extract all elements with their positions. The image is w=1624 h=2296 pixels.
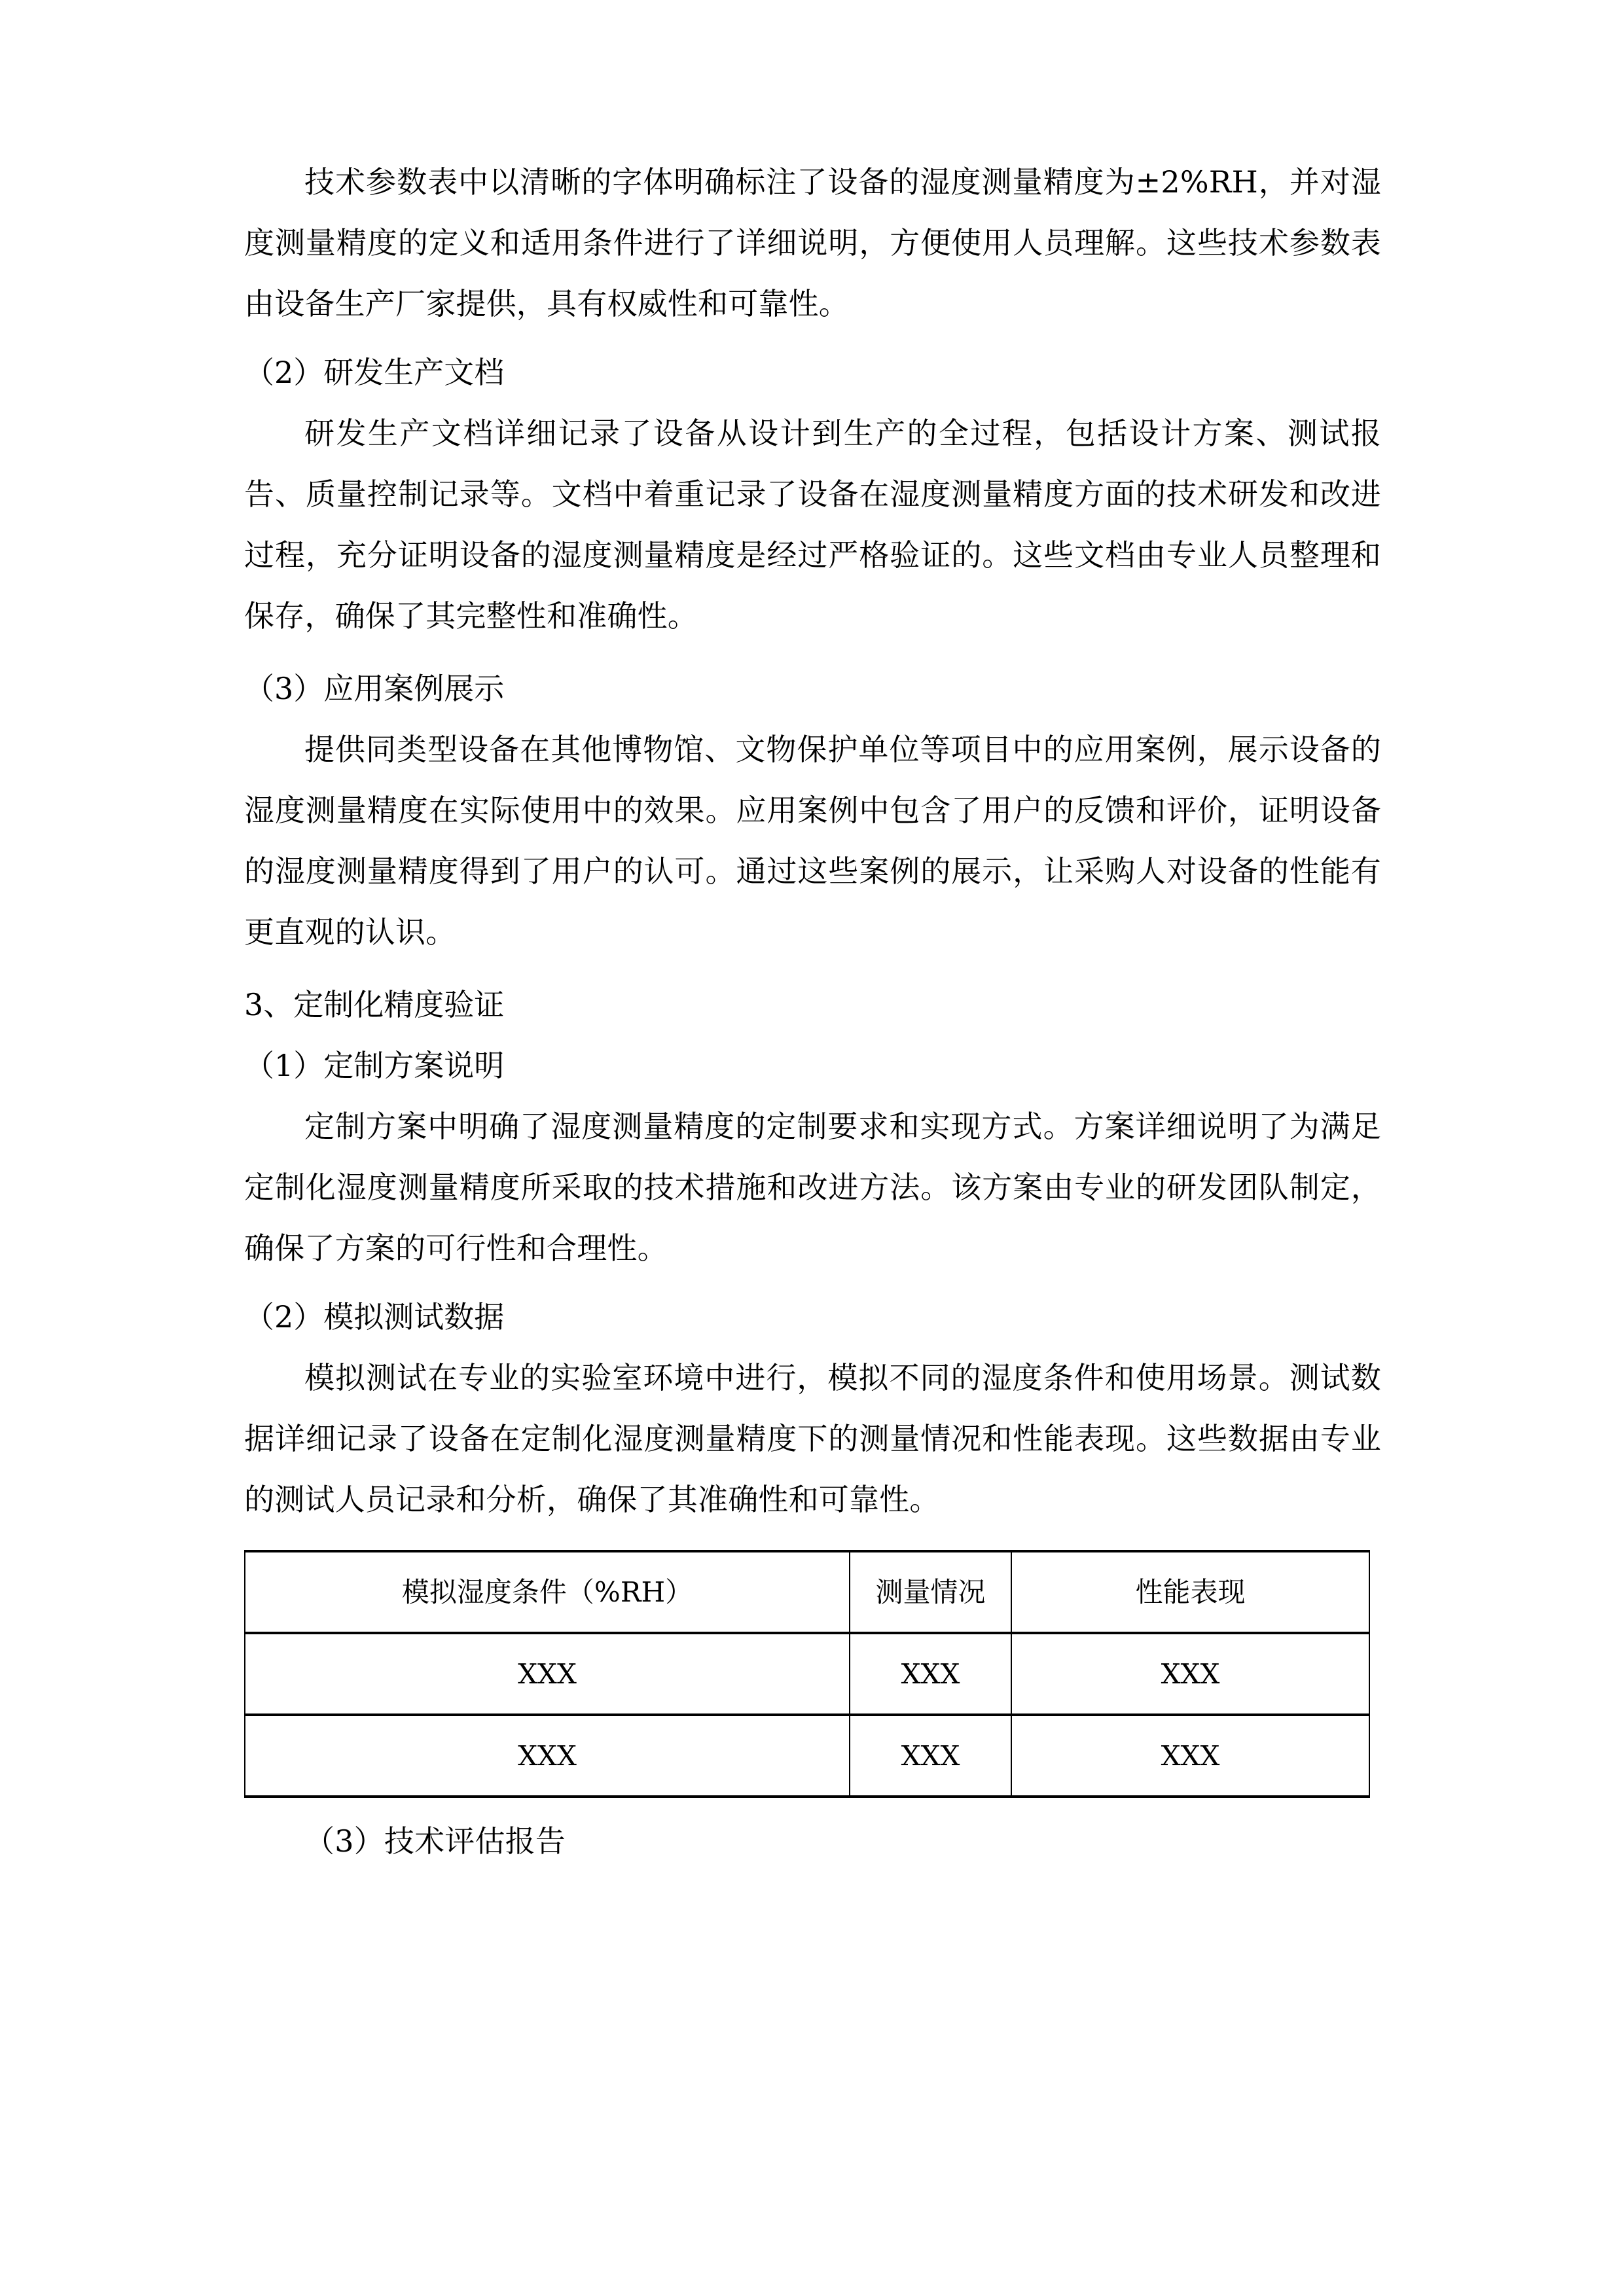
table-row [245, 1715, 1369, 1797]
table-header-performance: 性能表现 [1011, 1551, 1369, 1633]
table-cell-humidity-condition: XXX [245, 1633, 850, 1715]
spacer [244, 965, 1381, 975]
spacer [244, 1282, 1381, 1287]
table-cell-performance: XXX [1011, 1715, 1369, 1797]
table-cell-humidity-condition: XXX [245, 1715, 850, 1797]
heading-section-3-custom-accuracy-verification: 3、定制化精度验证 [244, 987, 505, 1022]
paragraph-custom-plan-description: 定制方案中明确了湿度测量精度的定制要求和实现方式。方案详细说明了为满足定制化湿度测量精度所采取的技术措施和改进方法。该方案由专业的研发团队制定，确保了方案的可行性和合理性。 [244, 1109, 1381, 1266]
table-cell-performance: XXX [1011, 1633, 1369, 1715]
table-header-measurement-status: 测量情况 [850, 1551, 1011, 1633]
spacer [244, 337, 1381, 342]
spacer [244, 649, 1381, 658]
table-cell-measurement-status: XXX [850, 1715, 1011, 1797]
table-row [245, 1633, 1369, 1715]
paragraph-tech-params: 技术参数表中以清晰的字体明确标注了设备的湿度测量精度为±2%RH，并对湿度测量精度的定义和适用条件进行了详细说明，方便使用人员理解。这些技术参数表由设备生产厂家提供，具有权威性和可靠性。 [244, 164, 1381, 321]
paragraph-technical-assessment-report: （3）技术评估报告 [304, 1823, 566, 1859]
table-header-humidity-condition: 模拟湿度条件（%RH） [245, 1551, 850, 1633]
page-content-area [244, 152, 1381, 1874]
paragraph-simulation-test-data: 模拟测试在专业的实验室环境中进行，模拟不同的湿度条件和使用场景。测试数据详细记录了设备在定制化湿度测量精度下的测量情况和性能表现。这些数据由专业的测试人员记录和分析，确保了其准确性和可靠性。 [244, 1360, 1381, 1517]
table-header [245, 1551, 1369, 1633]
table-simulation-test-data [244, 1550, 1370, 1798]
heading-1-custom-plan-description: （1）定制方案说明 [244, 1048, 505, 1083]
heading-2-rd-production-docs: （2）研发生产文档 [244, 355, 505, 390]
paragraph-rd-production-docs: 研发生产文档详细记录了设备从设计到生产的全过程，包括设计方案、测试报告、质量控制记录等。文档中着重记录了设备在湿度测量精度方面的技术研发和改进过程，充分证明设备的湿度测量精度是经过严格验证的。这些文档由专业人员整理和保存，确保了其完整性和准确性。 [244, 416, 1381, 634]
heading-2-simulation-test-data: （2）模拟测试数据 [244, 1299, 505, 1335]
table-body [245, 1633, 1369, 1797]
table-header-row [245, 1551, 1369, 1633]
table-cell-measurement-status: XXX [850, 1633, 1011, 1715]
paragraph-application-cases: 提供同类型设备在其他博物馆、文物保护单位等项目中的应用案例，展示设备的湿度测量精度在实际使用中的效果。应用案例中包含了用户的反馈和评价，证明设备的湿度测量精度得到了用户的认可。通过这些案例的展示，让采购人对设备的性能有更直观的认识。 [244, 732, 1381, 950]
heading-3-application-cases: （3）应用案例展示 [244, 671, 505, 706]
